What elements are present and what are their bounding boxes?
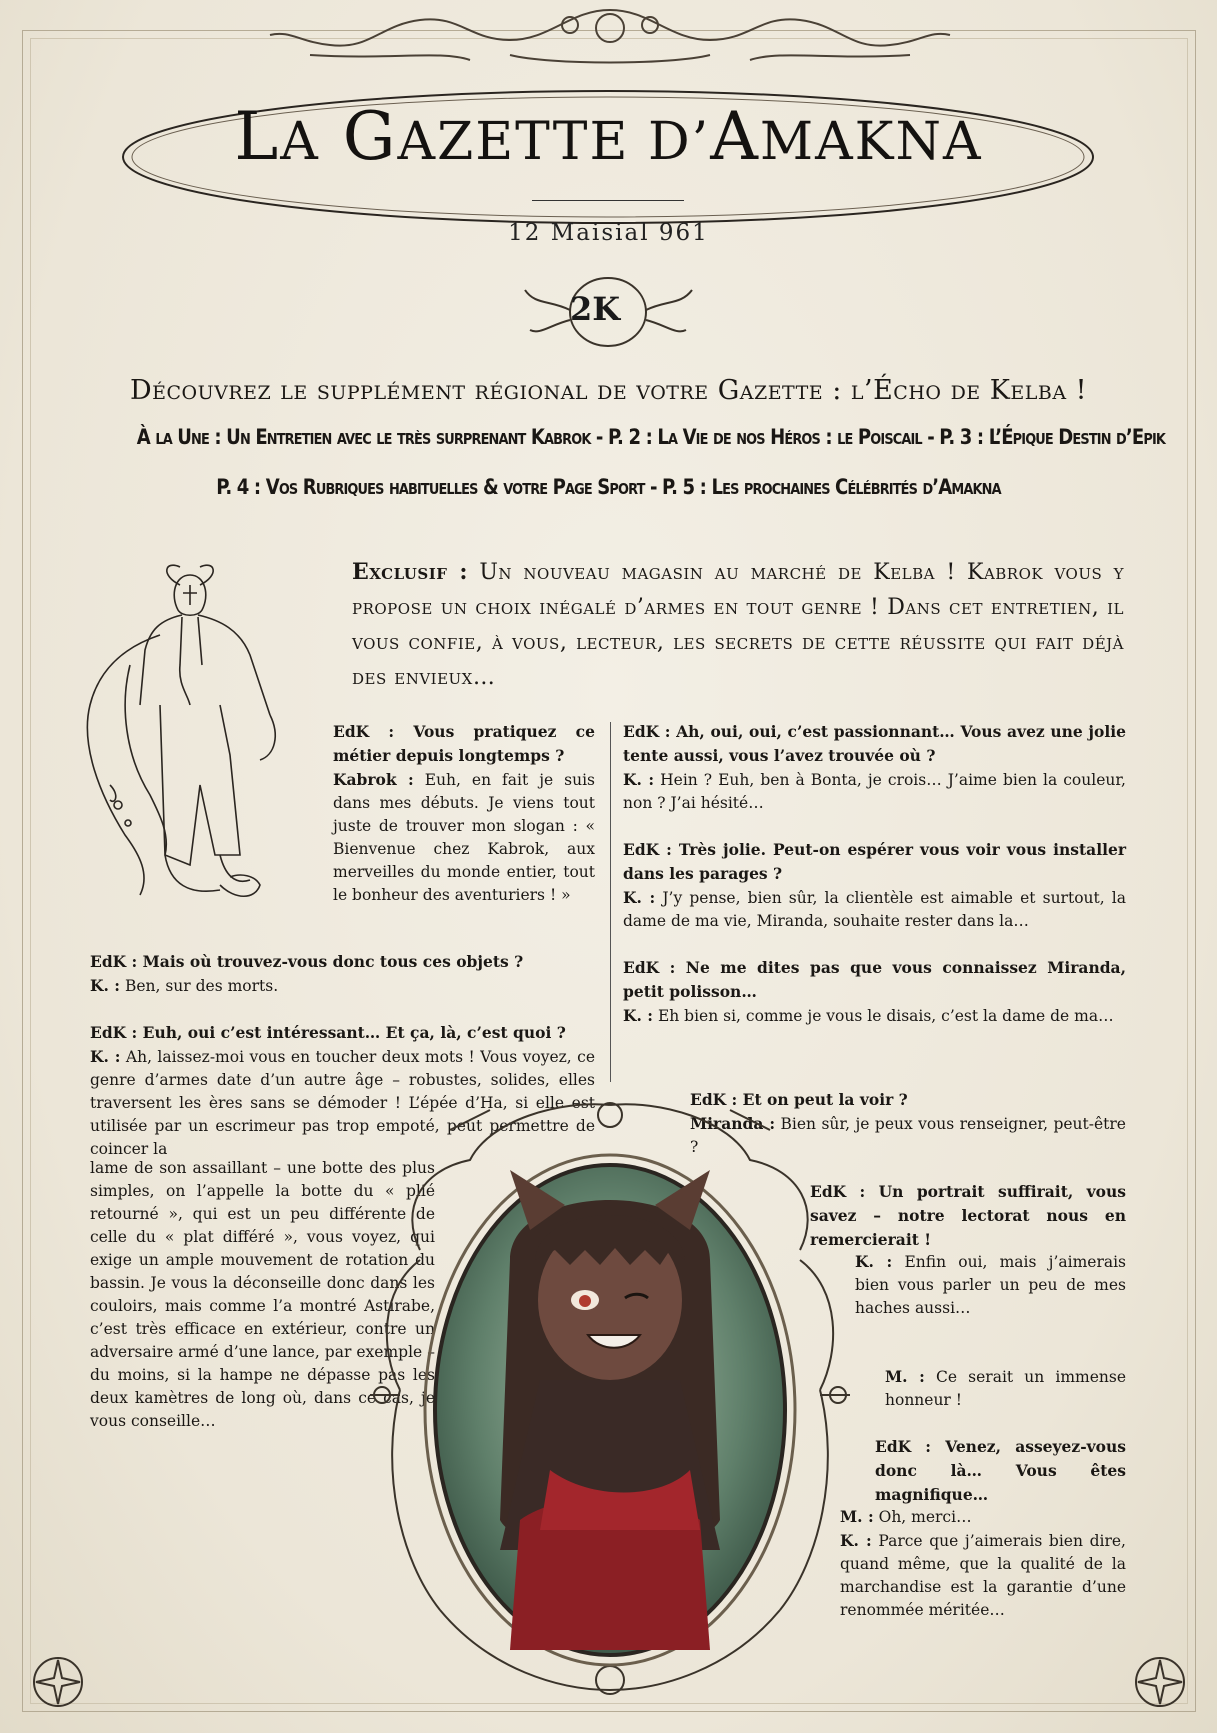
left-column-top [333, 720, 595, 907]
intro-article [352, 555, 1124, 695]
right-column-a7 [840, 1505, 1126, 1622]
question: EdK : Mais où trouvez-vous donc tous ces objets ? [90, 952, 524, 971]
newspaper-title: LA GAZETTE D’AMAKNA [234, 98, 983, 175]
right-column-a5 [855, 1250, 1126, 1320]
answer: Eh bien si, comme je vous le disais, c’est la dame de ma… [657, 1007, 1114, 1025]
answer: Ce serait un immense honneur ! [885, 1368, 1126, 1409]
headline-contents-1: À la Une : Un Entretien avec le très surprenant Kabrok - P. 2 : La Vie de nos Héros : le Poiscail - P. 3 : L’Épique Destin d’Epik [136, 425, 1166, 449]
column-divider [610, 722, 611, 1082]
miranda-portrait [360, 1090, 860, 1710]
kabrok-illustration [70, 555, 310, 925]
speaker: M. : [885, 1367, 925, 1386]
question: EdK : Euh, oui c’est intéressant… Et ça, là, c’est quoi ? [90, 1023, 566, 1042]
headline-contents-2: P. 4 : Vos Rubriques habituelles & votre Page Sport - P. 5 : Les prochaines Célébrités d’Amakna [216, 475, 1001, 499]
intro-text: Un nouveau magasin au marché de Kelba ! Kabrok vous y propose un choix inégalé d’armes en tout genre ! Dans cet entretien, il vous confie, à vous, lecteur, les secrets de cette réussite qui fait déjà des envieux… [352, 560, 1124, 690]
headline-supplement: Découvrez le supplément régional de votre Gazette : l’Écho de Kelba ! [129, 375, 1088, 406]
answer: Enfin oui, mais j’aimerais bien vous parler un peu de mes haches aussi… [855, 1253, 1126, 1317]
top-ornament [210, 0, 1010, 70]
question: EdK : Un portrait suffirait, vous savez – notre lectorat nous en remercierait ! [810, 1182, 1126, 1249]
title-rule [532, 200, 684, 201]
right-column-q6 [875, 1435, 1126, 1507]
speaker: Kabrok : [333, 770, 414, 789]
emblem-logo: 2K [569, 290, 621, 328]
speaker: K. : [623, 1006, 653, 1025]
issue-date: 12 Maisial 961 [508, 220, 709, 246]
right-column-top [623, 720, 1126, 1028]
corner-ornament-left [28, 1652, 88, 1712]
speaker: K. : [623, 770, 655, 789]
answer: Euh, en fait je suis dans mes débuts. Je viens tout juste de trouver mon slogan : « Bienvenue chez Kabrok, aux merveilles du monde entier, tout le bonheur des aventuriers ! » [333, 771, 595, 904]
right-column-a6 [885, 1365, 1126, 1412]
speaker: K. : [840, 1531, 872, 1550]
answer: Ben, sur des morts. [124, 977, 279, 995]
question: EdK : Vous pratiquez ce métier depuis longtemps ? [333, 722, 595, 765]
answer: J’y pense, bien sûr, la clientèle est aimable et surtout, la dame de ma vie, Miranda, souhaite rester dans la… [623, 889, 1126, 930]
question: EdK : Très jolie. Peut-on espérer vous voir vous installer dans les parages ? [623, 840, 1126, 883]
question: EdK : Ah, oui, oui, c’est passionnant… Vous avez une jolie tente aussi, vous l’avez trouvée où ? [623, 722, 1126, 765]
speaker: K. : [623, 888, 656, 907]
corner-ornament-right [1130, 1652, 1190, 1712]
question: EdK : Venez, asseyez-vous donc là… Vous êtes magnifique… [875, 1437, 1126, 1504]
answer: Bien sûr, je peux vous renseigner, peut-être ? [690, 1115, 1126, 1156]
answer: Hein ? Euh, ben à Bonta, je crois… J’aime bien la couleur, non ? J’ai hésité… [623, 771, 1126, 812]
question: EdK : Ne me dites pas que vous connaissez Miranda, petit polisson… [623, 958, 1126, 1001]
answer: Ah, laissez-moi vous en toucher deux mots ! Vous voyez, ce genre d’armes date d’un autre âge – robustes, solides, elles traversent les ères sans se démoder ! L’épée d’Ha, si elle est utilisée par un escrimeur pas trop empoté, peut permettre de coincer la [90, 1048, 595, 1158]
speaker: M. : [840, 1507, 874, 1526]
answer: Parce que j’aimerais bien dire, quand même, que la qualité de la marchandise est la garantie d’une renommée méritée… [840, 1532, 1126, 1619]
speaker: K. : [90, 1047, 121, 1066]
answer: Oh, merci… [878, 1508, 972, 1526]
speaker: Miranda : [690, 1114, 776, 1133]
exclusive-label: Exclusif : [352, 559, 469, 585]
answer-continued: lame de son assaillant – une botte des plus simples, on l’appelle la botte du « plié retourné », qui est un peu différente de celle du « plat différé », vous voyez, qui exige un ample mouvement de rotation du bassin. Je vous la déconseille donc dans les couloirs, mais comme l’a montré Astirabe, c’est très efficace en extérieur, contre un adversaire armé d’une lance, par exemple – du moins, si la hampe ne dépasse pas les deux kamètres de long où, dans ce cas, je vous conseille… [90, 1159, 435, 1430]
speaker: K. : [90, 976, 120, 995]
question: EdK : Et on peut la voir ? [690, 1090, 908, 1109]
speaker: K. : [855, 1252, 893, 1271]
